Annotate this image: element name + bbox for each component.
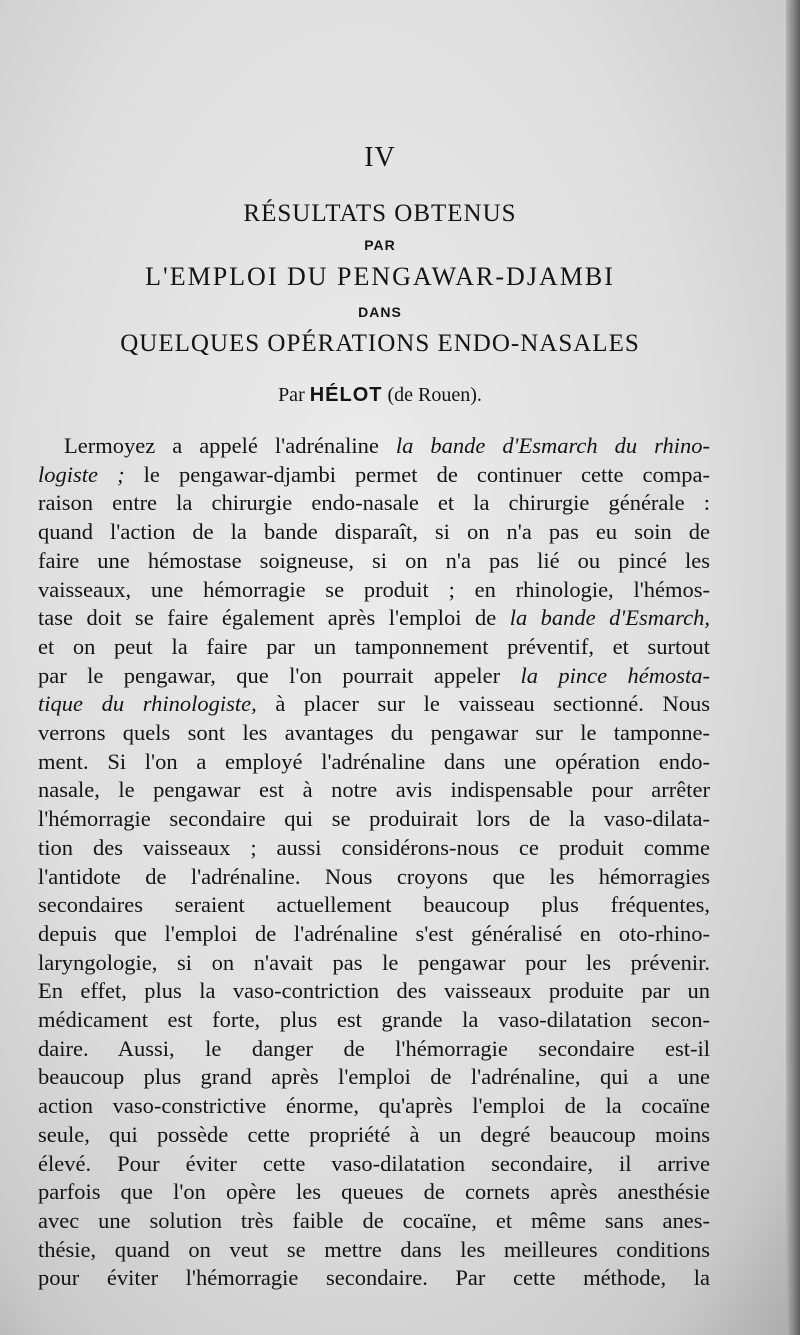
body-text-run: l'hémorragie secondaire qui se produirait lors de la vaso-dilata-	[38, 806, 710, 832]
body-line	[38, 1121, 710, 1150]
body-text-run: le pengawar-djambi permet de continuer cette compa-	[124, 461, 710, 487]
body-line	[38, 489, 710, 518]
body-line	[38, 1063, 710, 1092]
body-text-run: pour éviter l'hémorragie secondaire. Par cette méthode, la	[38, 1265, 710, 1291]
body-line	[38, 719, 710, 748]
body-text-run: thésie, quand on veut se mettre dans les meilleures conditions	[38, 1236, 710, 1262]
title-line-3: QUELQUES OPÉRATIONS ENDO-NASALES	[120, 330, 640, 357]
body-line	[38, 920, 710, 949]
body-text-run: quand l'action de la bande disparaît, si on n'a pas eu soin de	[38, 519, 710, 545]
body-text-run: tion des vaisseaux ; aussi considérons-nous ce produit comme	[38, 834, 710, 860]
body-text-run: verrons quels sont les avantages du pengawar sur le tamponne-	[38, 720, 710, 746]
body-line	[38, 891, 710, 920]
body-line	[38, 949, 710, 978]
body-line	[38, 1207, 710, 1236]
body-text-run: Lermoyez a appelé l'adrénaline	[64, 433, 396, 458]
body-text-run: seule, qui possède cette propriété à un degré beaucoup moins	[38, 1121, 710, 1147]
byline-prefix: Par	[278, 384, 305, 406]
body-italic-run: logiste ;	[38, 461, 125, 487]
body-italic-run: la bande d'Esmarch du rhino-	[395, 433, 710, 458]
title-connector-par: PAR	[364, 237, 396, 253]
body-line	[38, 576, 710, 605]
title-line-1: RÉSULTATS OBTENUS	[243, 200, 517, 227]
body-line	[38, 690, 710, 719]
body-italic-run: tique du rhinologiste,	[38, 691, 257, 717]
body-line	[38, 748, 710, 777]
body-text-run: nasale, le pengawar est à notre avis indispensable pour arrêter	[38, 777, 710, 803]
title-line-2: L'EMPLOI DU PENGAWAR-DJAMBI	[145, 262, 615, 291]
section-number: IV	[364, 142, 396, 173]
body-line	[38, 805, 710, 834]
body-text-run: raison entre la chirurgie endo-nasale et la chirurgie générale :	[38, 490, 710, 516]
byline-affiliation: (de Rouen).	[387, 384, 482, 406]
article-body	[38, 432, 710, 1293]
body-line	[38, 432, 710, 461]
body-line	[38, 1264, 710, 1293]
body-text-run: beaucoup plus grand après l'emploi de l'adrénaline, qui a une	[38, 1064, 710, 1090]
body-text-run: ment. Si l'on a employé l'adrénaline dans une opération endo-	[38, 748, 710, 774]
body-line	[38, 518, 710, 547]
body-text-run: médicament est forte, plus est grande la vaso-dilatation secon-	[38, 1007, 710, 1033]
body-line	[38, 633, 710, 662]
body-text-run: secondaires seraient actuellement beaucoup plus fréquentes,	[38, 892, 710, 918]
body-text-run: vaisseaux, une hémorragie se produit ; en rhinologie, l'hémos-	[38, 576, 710, 602]
body-line	[38, 1236, 710, 1265]
page-binding-shadow	[786, 0, 800, 1335]
body-line	[38, 1006, 710, 1035]
body-line	[38, 1035, 710, 1064]
body-text-run: et on peut la faire par un tamponnement préventif, et surtout	[38, 633, 710, 659]
body-line	[38, 863, 710, 892]
body-text-run: laryngologie, si on n'avait pas le pengawar pour les prévenir.	[38, 949, 710, 975]
body-line	[38, 1092, 710, 1121]
body-line	[38, 1178, 710, 1207]
title-connector-dans: DANS	[358, 304, 402, 320]
body-line	[38, 834, 710, 863]
body-text-run: tase doit se faire également après l'emploi de	[38, 605, 510, 631]
body-text-run: action vaso-constrictive énorme, qu'après l'emploi de la cocaïne	[38, 1093, 710, 1119]
body-line	[38, 547, 710, 576]
body-line	[38, 461, 710, 490]
body-line	[38, 977, 710, 1006]
body-text-run: depuis que l'emploi de l'adrénaline s'est généralisé en oto-rhino-	[38, 920, 710, 946]
body-text-run: à placer sur le vaisseau sectionné. Nous	[256, 691, 711, 717]
body-italic-run: la pince hémosta-	[520, 662, 710, 688]
body-text-run: par le pengawar, que l'on pourrait appeler	[38, 662, 521, 688]
body-line	[38, 776, 710, 805]
body-text-run: parfois que l'on opère les queues de cornets après anesthésie	[38, 1179, 710, 1205]
body-text-run: avec une solution très faible de cocaïne, et même sans anes-	[38, 1207, 710, 1233]
byline-author: HÉLOT	[309, 384, 383, 406]
body-italic-run: la bande d'Esmarch,	[509, 605, 710, 631]
body-text-run: faire une hémostase soigneuse, si on n'a pas lié ou pincé les	[38, 547, 710, 573]
body-line	[38, 1150, 710, 1179]
body-line	[38, 662, 710, 691]
body-line	[38, 604, 710, 633]
body-text-run: l'antidote de l'adrénaline. Nous croyons que les hémorragies	[38, 863, 710, 889]
byline	[0, 384, 760, 407]
body-text-run: élevé. Pour éviter cette vaso-dilatation secondaire, il arrive	[38, 1150, 710, 1176]
body-text-run: En effet, plus la vaso-contriction des vaisseaux produite par un	[38, 978, 710, 1004]
body-text-run: daire. Aussi, le danger de l'hémorragie secondaire est-il	[38, 1035, 710, 1061]
